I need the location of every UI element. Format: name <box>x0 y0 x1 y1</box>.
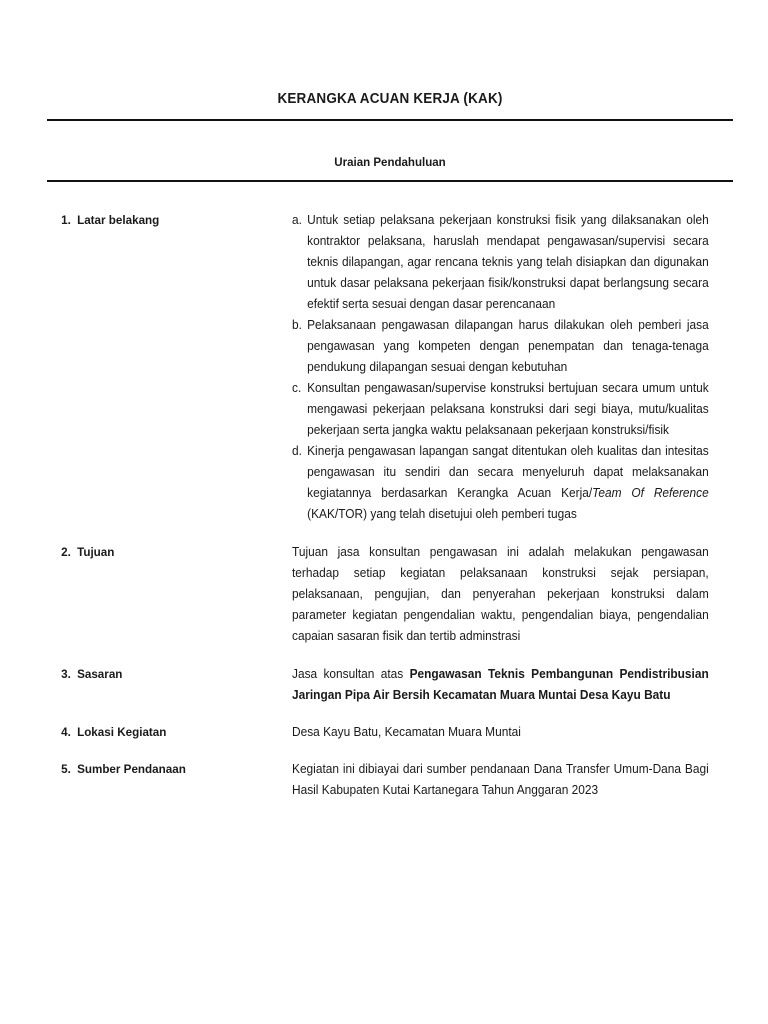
section-number: 5. <box>61 762 71 777</box>
list-marker: a. <box>292 213 302 228</box>
list-item-text-part-2: (KAK/TOR) yang telah disetujui oleh pemberi tugas <box>307 507 577 522</box>
document-content <box>47 0 733 801</box>
list-item-text <box>307 441 709 525</box>
list-marker: d. <box>292 444 302 459</box>
section-label-text: Latar belakang <box>77 213 160 228</box>
list-item-text: Konsultan pengawasan/supervise konstruksi bertujuan secara umum untuk mengawasi pekerjaan pelaksana konstruksi dari segi biaya, mutu/kualitas pekerjaan serta jangka waktu pelaksanaan pekerjaan konstruksi/fisik <box>307 381 709 438</box>
paragraph: Desa Kayu Batu, Kecamatan Muara Muntai <box>292 725 521 740</box>
document-title: KERANGKA ACUAN KERJA (KAK) <box>277 91 503 107</box>
section-number: 2. <box>61 545 71 560</box>
list-item-text: Untuk setiap pelaksana pekerjaan konstruksi fisik yang dilaksanakan oleh kontraktor pelaksana, haruslah mendapat pengawasan/supervisi secara teknis dilapangan, agar rencana teknis yang telah disiapkan dan digunakan untuk dasar pelaksana pekerjaan fisik/konstruksi dapat berlangsung secara efektif serta sesuai dengan dasar perencanaan <box>307 213 709 312</box>
section-body-lokasi-kegiatan <box>292 722 709 743</box>
section-row-tujuan <box>47 542 733 647</box>
section-row-latar-belakang <box>47 210 733 525</box>
paragraph: Kegiatan ini dibiayai dari sumber pendanaan Dana Transfer Umum-Dana Bagi Hasil Kabupaten Kutai Kartanegara Tahun Anggaran 2023 <box>292 762 709 798</box>
list-item-text-part-1: Kinerja pengawasan lapangan sangat ditentukan oleh kualitas dan intesitas pengawasan itu sendiri dan secara menyeluruh dapat melaksanakan kegiatannya berdasarkan Kerangka Acuan Kerja/ <box>307 444 709 501</box>
section-label-text: Sasaran <box>77 667 123 682</box>
section-heading: Uraian Pendahuluan <box>334 155 446 170</box>
section-label-latar-belakang <box>47 210 277 231</box>
section-label-tujuan <box>47 542 277 563</box>
list-item-text: Pelaksanaan pengawasan dilapangan harus dilakukan oleh pemberi jasa pengawasan yang kompeten dengan penempatan dan tenaga-tenaga pendukung dilapangan sesuai dengan kebutuhan <box>307 318 709 375</box>
alpha-list <box>292 210 709 525</box>
list-item <box>292 315 709 378</box>
section-row-lokasi-kegiatan <box>47 722 733 743</box>
section-body-sumber-pendanaan <box>292 759 709 801</box>
paragraph: Tujuan jasa konsultan pengawasan ini adalah melakukan pengawasan terhadap setiap kegiatan pelaksanaan konstruksi sejak persiapan, pelaksanaan, pengujian, dan penyerahan pekerjaan konstruksi dalam parameter kegiatan pengendalian waktu, pengendalian biaya, pengendalian capaian sasaran fisik dan tertib adminstrasi <box>292 545 709 644</box>
section-label-text: Tujuan <box>77 545 115 560</box>
section-row-sasaran <box>47 664 733 706</box>
section-number: 1. <box>61 213 71 228</box>
section-body-sasaran <box>292 664 709 706</box>
list-item <box>292 378 709 441</box>
section-number: 4. <box>61 725 71 740</box>
list-marker: b. <box>292 318 302 333</box>
section-label-sumber-pendanaan <box>47 759 277 780</box>
sections-list <box>47 182 733 801</box>
paragraph-text-bold: Pengawasan Teknis Pembangunan Pendistribusian Jaringan Pipa Air Bersih Kecamatan Muara Muntai Desa Kayu Batu <box>292 667 709 703</box>
section-number: 3. <box>61 667 71 682</box>
paragraph-text-normal: Jasa konsultan atas <box>292 667 410 682</box>
section-label-sasaran <box>47 664 277 685</box>
section-row-sumber-pendanaan <box>47 759 733 801</box>
section-body-latar-belakang <box>292 210 709 525</box>
section-body-tujuan <box>292 542 709 647</box>
list-item <box>292 210 709 315</box>
list-item-text-italic: Team Of Reference <box>592 486 709 501</box>
section-label-text: Lokasi Kegiatan <box>77 725 167 740</box>
paragraph <box>292 664 709 706</box>
section-label-text: Sumber Pendanaan <box>77 762 186 777</box>
section-label-lokasi-kegiatan <box>47 722 277 743</box>
list-marker: c. <box>292 381 302 396</box>
list-item <box>292 441 709 525</box>
